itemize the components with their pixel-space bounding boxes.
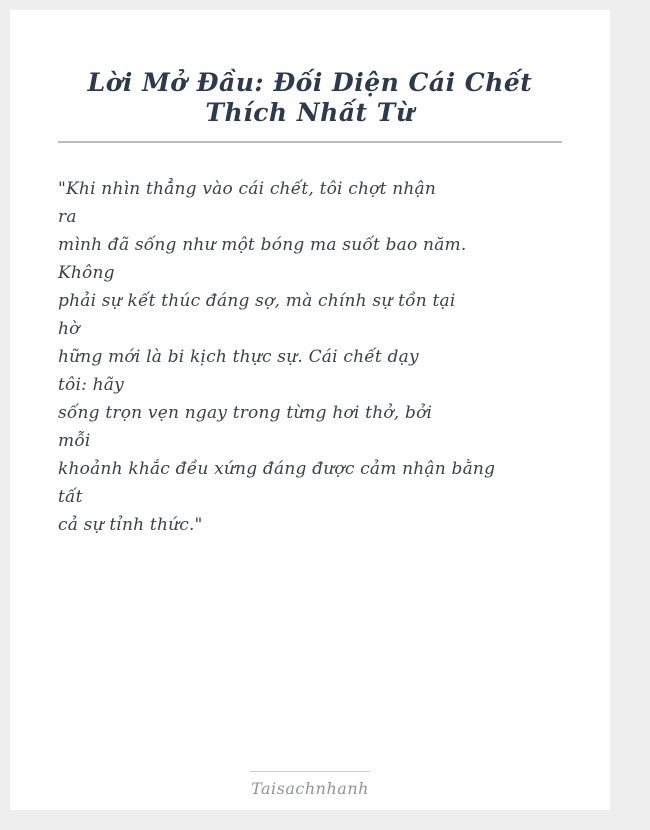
- body-line: cả sự tỉnh thức.": [58, 515, 203, 535]
- body-line: mình đã sống như một bóng ma suốt bao năm.: [58, 235, 467, 255]
- body-line: Không: [58, 263, 115, 283]
- body-quote: [58, 175, 562, 539]
- body-line: hững mới là bi kịch thực sự. Cái chết dạy: [58, 347, 419, 367]
- body-line: hờ: [58, 319, 80, 339]
- document-page: [10, 10, 610, 810]
- body-line: khoảnh khắc đều xứng đáng được cảm nhận bằng: [58, 459, 496, 479]
- footer-brand-text: Taisachnhanh: [251, 779, 369, 798]
- body-line: "Khi nhìn thẳng vào cái chết, tôi chợt nhận: [58, 179, 437, 199]
- body-line: tất: [58, 487, 83, 507]
- body-line: mỗi: [58, 431, 91, 451]
- page-title: Lời Mở Đầu: Đối Diện Cái Chết Thích Nhất Từ: [87, 68, 533, 127]
- page-header: [10, 10, 610, 143]
- body-line: tôi: hãy: [58, 375, 124, 395]
- body-line: ra: [58, 207, 77, 227]
- body-line: sống trọn vẹn ngay trong từng hơi thở, bởi: [58, 403, 433, 423]
- title-divider: [58, 141, 562, 143]
- page-footer: [10, 771, 610, 798]
- body-line: phải sự kết thúc đáng sợ, mà chính sự tồn tại: [58, 291, 456, 311]
- footer-divider: [250, 771, 370, 772]
